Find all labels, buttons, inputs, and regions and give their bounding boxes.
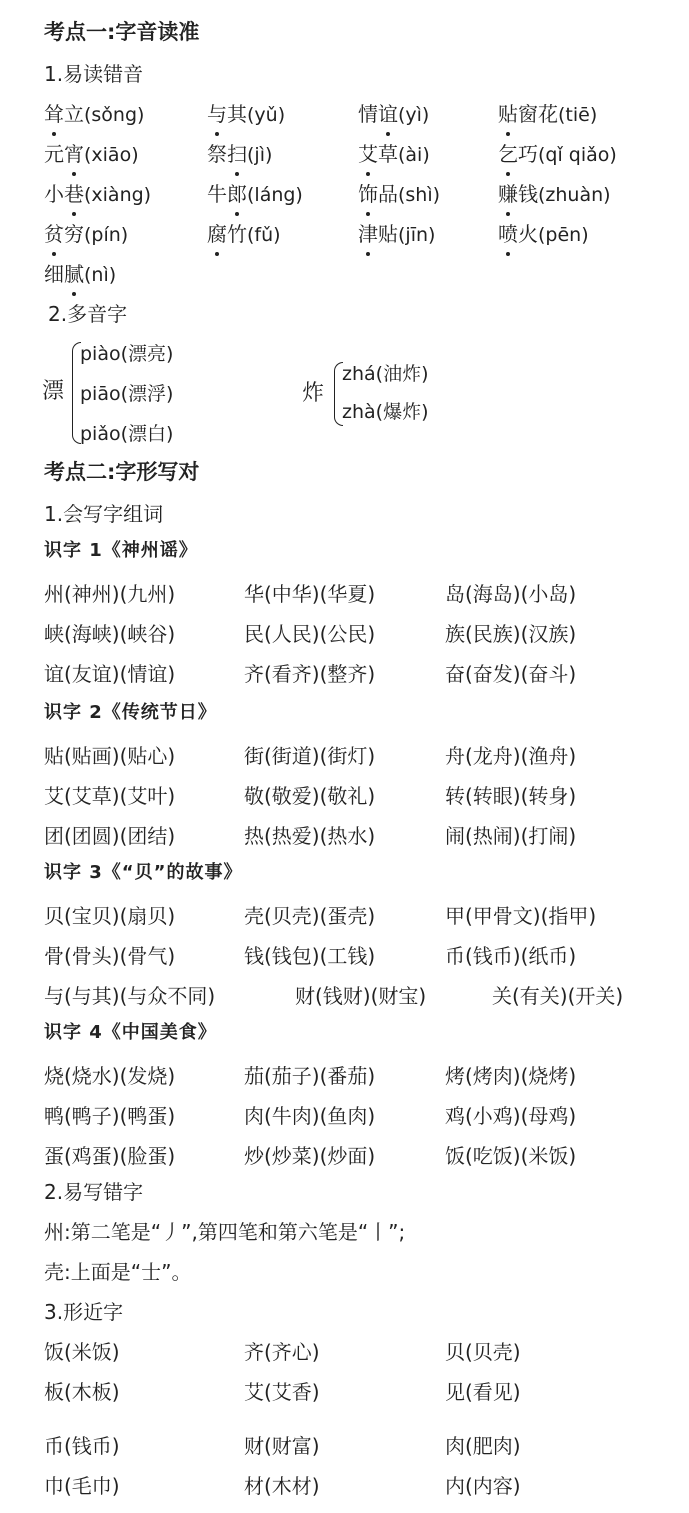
similar-char-pair: 饭(米饭) — [44, 1340, 120, 1364]
word-group: 州(神州)(九州) — [44, 582, 176, 606]
word-prefix: 元 — [44, 142, 64, 166]
pinyin: (zhuàn) — [538, 184, 611, 206]
dotted-character: 郎 — [227, 182, 247, 206]
word-suffix: 钱 — [518, 182, 538, 206]
section1-sub1: 1.易读错音 — [44, 62, 144, 86]
pinyin: (jīn) — [398, 224, 436, 246]
word-suffix: 竹 — [227, 222, 247, 246]
word-group: 华(中华)(华夏) — [244, 582, 376, 606]
lesson-title: 识字 3《“贝”的故事》 — [44, 862, 243, 883]
word-group: 舟(龙舟)(渔舟) — [445, 744, 577, 768]
pinyin-entry — [358, 140, 430, 169]
word-suffix: 其 — [227, 102, 247, 126]
pinyin-entry — [207, 100, 285, 129]
word-group: 财(钱财)(财宝) — [295, 984, 427, 1008]
pinyin: (qǐ qiǎo) — [538, 144, 617, 166]
word-suffix: 窗花 — [518, 102, 558, 126]
multi-char: 炸 — [302, 381, 325, 406]
word-prefix: 祭 — [207, 142, 227, 166]
dotted-character: 贫 — [44, 222, 64, 246]
word-group: 热(热爱)(热水) — [244, 824, 376, 848]
dotted-character: 扫 — [227, 142, 247, 166]
section2-sub3: 3.形近字 — [44, 1300, 124, 1324]
pinyin: (ài) — [398, 144, 430, 166]
word-group: 民(人民)(公民) — [244, 622, 376, 646]
similar-char-pair: 材(木材) — [244, 1474, 320, 1498]
multi-reading: piǎo(漂白) — [80, 423, 174, 445]
similar-char-pair: 肉(肥肉) — [445, 1434, 521, 1458]
word-group: 茄(茄子)(番茄) — [244, 1064, 376, 1088]
word-group: 肉(牛肉)(鱼肉) — [244, 1104, 376, 1128]
similar-char-pair: 见(看见) — [445, 1380, 521, 1404]
word-group: 烤(烤肉)(烧烤) — [445, 1064, 577, 1088]
word-suffix: 品 — [378, 182, 398, 206]
pinyin: (nì) — [84, 264, 117, 286]
pinyin-entry — [358, 100, 429, 129]
word-group: 闹(热闹)(打闹) — [445, 824, 577, 848]
word-prefix: 牛 — [207, 182, 227, 206]
lesson-title: 识字 1《神州谣》 — [44, 540, 198, 561]
pinyin: (yǔ) — [247, 104, 286, 126]
section2-sub2: 2.易写错字 — [44, 1180, 144, 1204]
pinyin-entry — [358, 180, 440, 209]
word-suffix: 巧 — [518, 142, 538, 166]
word-group: 齐(看齐)(整齐) — [244, 662, 376, 686]
pinyin-entry — [44, 180, 151, 209]
dotted-character: 饰 — [358, 182, 378, 206]
pinyin: (jì) — [247, 144, 273, 166]
dotted-character: 腻 — [64, 262, 84, 286]
pinyin: (láng) — [247, 184, 303, 206]
word-prefix: 情 — [358, 102, 378, 126]
pinyin-entry — [44, 260, 116, 289]
error-note: 壳:上面是“士”。 — [44, 1260, 192, 1284]
multi-reading: zhá(油炸) — [342, 363, 429, 385]
word-group: 贴(贴画)(贴心) — [44, 744, 176, 768]
similar-char-pair: 板(木板) — [44, 1380, 120, 1404]
word-group: 烧(烧水)(发烧) — [44, 1064, 176, 1088]
word-group: 钱(钱包)(工钱) — [244, 944, 376, 968]
word-prefix: 细 — [44, 262, 64, 286]
word-group: 贝(宝贝)(扇贝) — [44, 904, 176, 928]
word-group: 壳(贝壳)(蛋壳) — [244, 904, 376, 928]
word-group: 街(街道)(街灯) — [244, 744, 376, 768]
pinyin-entry — [358, 220, 435, 249]
word-group: 奋(奋发)(奋斗) — [445, 662, 577, 686]
word-group: 谊(友谊)(情谊) — [44, 662, 176, 686]
similar-char-pair: 内(内容) — [445, 1474, 521, 1498]
word-group: 团(团圆)(团结) — [44, 824, 176, 848]
word-group: 峡(海峡)(峡谷) — [44, 622, 176, 646]
dotted-character: 宵 — [64, 142, 84, 166]
dotted-character: 腐 — [207, 222, 227, 246]
word-group: 蛋(鸡蛋)(脸蛋) — [44, 1144, 176, 1168]
word-prefix: 小 — [44, 182, 64, 206]
pinyin: (xiāo) — [84, 144, 139, 166]
error-note: 州:第二笔是“丿”,第四笔和第六笔是“丨”; — [44, 1220, 406, 1244]
word-suffix: 草 — [378, 142, 398, 166]
multi-reading: piāo(漂浮) — [80, 383, 174, 405]
multi-reading: zhà(爆炸) — [342, 401, 429, 423]
dotted-character: 巷 — [64, 182, 84, 206]
section2-sub1: 1.会写字组词 — [44, 502, 164, 526]
word-group: 与(与其)(与众不同) — [44, 984, 216, 1008]
pinyin: (pín) — [84, 224, 129, 246]
word-group: 鸡(小鸡)(母鸡) — [445, 1104, 577, 1128]
word-group: 关(有关)(开关) — [492, 984, 624, 1008]
similar-char-pair: 齐(齐心) — [244, 1340, 320, 1364]
dotted-character: 津 — [358, 222, 378, 246]
similar-char-pair: 贝(贝壳) — [445, 1340, 521, 1364]
word-group: 艾(艾草)(艾叶) — [44, 784, 176, 808]
pinyin: (shì) — [398, 184, 441, 206]
dotted-character: 谊 — [378, 102, 398, 126]
pinyin-entry — [498, 180, 611, 209]
word-group: 甲(甲骨文)(指甲) — [445, 904, 597, 928]
pinyin-entry — [44, 220, 128, 249]
dotted-character: 赚 — [498, 182, 518, 206]
word-suffix: 穷 — [64, 222, 84, 246]
word-group: 转(转眼)(转身) — [445, 784, 577, 808]
pinyin-entry — [498, 140, 617, 169]
word-group: 炒(炒菜)(炒面) — [244, 1144, 376, 1168]
pinyin: (tiē) — [558, 104, 598, 126]
pinyin-entry — [44, 100, 144, 129]
lesson-title: 识字 4《中国美食》 — [44, 1022, 217, 1043]
word-suffix: 贴 — [378, 222, 398, 246]
word-group: 敬(敬爱)(敬礼) — [244, 784, 376, 808]
similar-char-pair: 财(财富) — [244, 1434, 320, 1458]
lesson-title: 识字 2《传统节日》 — [44, 702, 217, 723]
pinyin-entry — [207, 140, 272, 169]
dotted-character: 喷 — [498, 222, 518, 246]
multi-char: 漂 — [42, 379, 65, 404]
pinyin: (sǒng) — [84, 104, 145, 126]
similar-char-pair: 币(钱币) — [44, 1434, 120, 1458]
word-group: 饭(吃饭)(米饭) — [445, 1144, 577, 1168]
word-group: 币(钱币)(纸币) — [445, 944, 577, 968]
section2-title: 考点二:字形写对 — [44, 460, 200, 484]
word-group: 族(民族)(汉族) — [445, 622, 577, 646]
pinyin: (xiàng) — [84, 184, 152, 206]
word-group: 鸭(鸭子)(鸭蛋) — [44, 1104, 176, 1128]
similar-char-pair: 巾(毛巾) — [44, 1474, 120, 1498]
dotted-character: 与 — [207, 102, 227, 126]
pinyin-entry — [498, 220, 589, 249]
dotted-character: 乞 — [498, 142, 518, 166]
similar-char-pair: 艾(艾香) — [244, 1380, 320, 1404]
dotted-character: 贴 — [498, 102, 518, 126]
section1-sub2: 2.多音字 — [48, 302, 128, 326]
pinyin: (yì) — [398, 104, 430, 126]
pinyin-entry — [207, 180, 303, 209]
pinyin-entry — [207, 220, 281, 249]
word-suffix: 立 — [64, 102, 84, 126]
pinyin: (pēn) — [538, 224, 589, 246]
word-group: 骨(骨头)(骨气) — [44, 944, 176, 968]
pinyin-entry — [44, 140, 139, 169]
word-suffix: 火 — [518, 222, 538, 246]
dotted-character: 艾 — [358, 142, 378, 166]
pinyin-entry — [498, 100, 597, 129]
dotted-character: 耸 — [44, 102, 64, 126]
multi-reading: piào(漂亮) — [80, 343, 174, 365]
word-group: 岛(海岛)(小岛) — [445, 582, 577, 606]
pinyin: (fǔ) — [247, 224, 281, 246]
section1-title: 考点一:字音读准 — [44, 20, 200, 44]
